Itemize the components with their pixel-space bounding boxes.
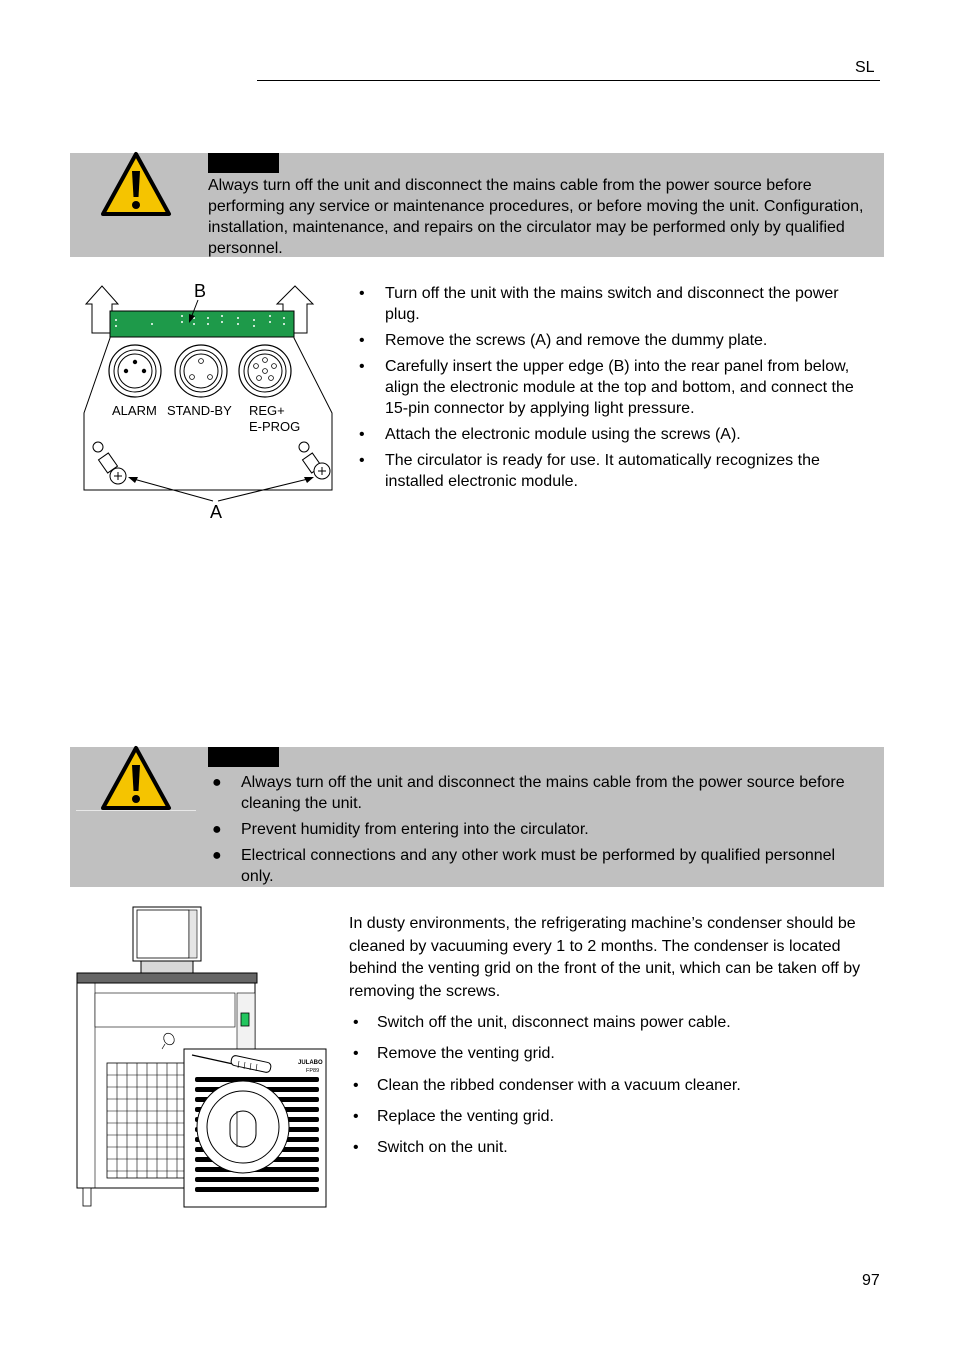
warning-triangle-icon: [100, 745, 172, 812]
brand-label: JULABO: [298, 1060, 323, 1066]
model-label: FP89: [306, 1068, 320, 1074]
bullet-dot: ●: [212, 774, 222, 791]
warning-triangle-icon: [100, 151, 172, 218]
warning-text-service: Always turn off the unit and disconnect the mains cable from the power source before performing any service or maintenance procedures, or before moving the unit. Configuration, installation, maintenance, and repairs on the circulator may be performed only by qualified personnel.: [208, 177, 864, 257]
header-rule: [257, 80, 880, 81]
list-item: • Remove the screws (A) and remove the dummy plate.: [359, 332, 768, 349]
list-item: • The circulator is ready for use. It automatically recognizes the installed electronic module.: [359, 452, 820, 490]
bullet-dot: •: [353, 1139, 359, 1157]
list-item: ● Prevent humidity from entering into the circulator.: [212, 821, 589, 838]
bullet-dot: •: [359, 332, 365, 349]
bullet-dot: •: [353, 1045, 359, 1063]
cleaning-intro: In dusty environments, the refrigerating machine’s condenser should be cleaned by vacuuming every 1 to 2 months. The condenser is located behind the venting grid on the front of the unit, which can be taken off by removing the screws.: [349, 915, 861, 1000]
bullet-dot: ●: [212, 821, 222, 838]
connector-label-alarm: ALARM: [112, 403, 157, 418]
bullet-dot: •: [359, 358, 365, 375]
list-item: • Remove the venting grid.: [353, 1045, 555, 1063]
list-item: • Switch off the unit, disconnect mains power cable.: [353, 1014, 731, 1031]
electronic-module-figure: [78, 278, 336, 523]
connector-label-eprog: E-PROG: [249, 419, 301, 434]
page-number: 97: [862, 1272, 880, 1289]
bullet-dot: •: [353, 1107, 359, 1125]
signal-word-bar: [208, 153, 279, 173]
bullet-dot: •: [353, 1076, 359, 1094]
connector-label-standby: STAND-BY: [167, 403, 232, 418]
bullet-dot: •: [353, 1014, 359, 1031]
list-item: • Attach the electronic module using the screws (A).: [359, 426, 741, 443]
bullet-dot: •: [359, 285, 365, 302]
signal-word-bar: [208, 747, 279, 767]
divider: [76, 810, 196, 811]
list-item: • Clean the ribbed condenser with a vacuum cleaner.: [353, 1076, 741, 1094]
list-item: ● Electrical connections and any other work must be performed by qualified personnel only.: [212, 847, 836, 885]
warning-list-cleaning: [208, 772, 868, 892]
bullet-dot: •: [359, 426, 365, 443]
connector-label-reg: REG+: [249, 403, 285, 418]
list-item: • Switch on the unit.: [353, 1139, 508, 1157]
list-item: ● Always turn off the unit and disconnect the mains cable from the power source before cleaning the unit.: [212, 774, 845, 812]
bullet-dot: ●: [212, 847, 222, 864]
section-code: SL: [855, 59, 875, 76]
list-item: • Replace the venting grid.: [353, 1107, 554, 1125]
label-a: A: [210, 502, 223, 522]
label-b: B: [194, 281, 207, 301]
installation-steps: [355, 283, 875, 497]
bullet-dot: •: [359, 452, 365, 469]
list-item: • Turn off the unit with the mains switch and disconnect the power plug.: [359, 285, 839, 323]
cleaning-unit-figure: [75, 905, 330, 1210]
list-item: • Carefully insert the upper edge (B) into the rear panel from below, align the electronic module at the top and bottom, and connect the 15-pin connector by applying light pressure.: [359, 358, 854, 417]
cleaning-steps: [349, 1012, 884, 1168]
